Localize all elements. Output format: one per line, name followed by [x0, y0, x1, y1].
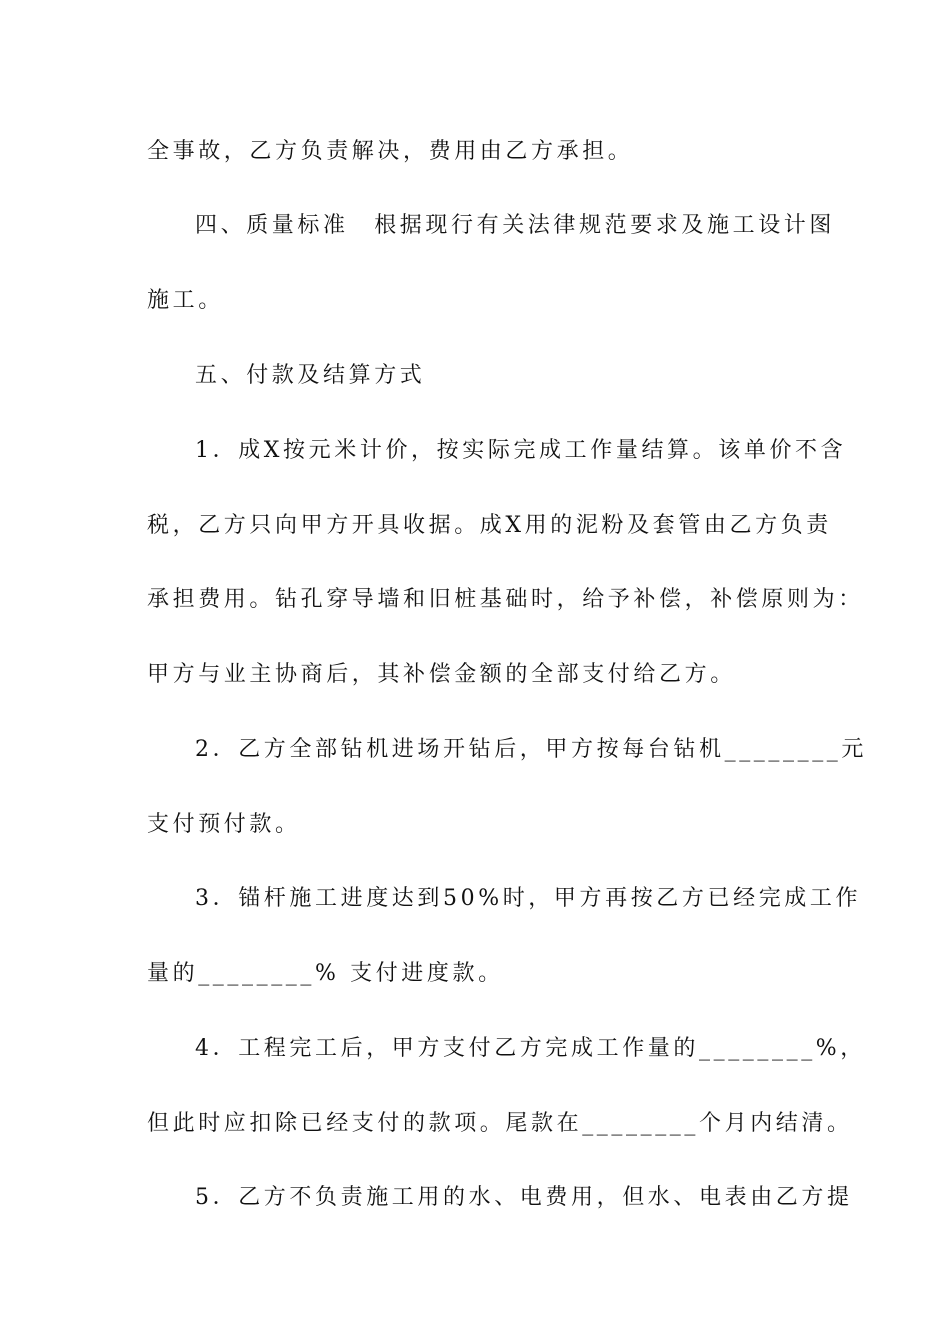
clause-5-line: 5．乙方不负责施工用的水、电费用，但水、电表由乙方提 — [195, 1185, 853, 1210]
clause-1-line: 税，乙方只向甲方开具收据。成X用的泥粉及套管由乙方负责 — [147, 513, 832, 538]
clause-3-line: 量的________% 支付进度款。 — [147, 961, 504, 986]
text-line: 施工。 — [147, 288, 224, 313]
clause-1-line: 1．成X按元米计价，按实际完成工作量结算。该单价不含 — [195, 438, 847, 463]
clause-2-line: 支付预付款。 — [147, 812, 301, 837]
text-line: 全事故，乙方负责解决，费用由乙方承担。 — [147, 139, 634, 164]
section-heading-quality: 四、质量标准 根据现行有关法律规范要求及施工设计图 — [195, 213, 836, 238]
clause-4-line: 但此时应扣除已经支付的款项。尾款在________个月内结清。 — [147, 1111, 853, 1136]
clause-1-line: 承担费用。钻孔穿导墙和旧桩基础时，给予补偿，补偿原则为： — [147, 587, 864, 612]
clause-1-line: 甲方与业主协商后，其补偿金额的全部支付给乙方。 — [147, 662, 736, 687]
clause-3-line: 3．锚杆施工进度达到50%时，甲方再按乙方已经完成工作 — [195, 886, 862, 911]
section-heading-payment: 五、付款及结算方式 — [195, 363, 426, 388]
clause-2-line: 2．乙方全部钻机进场开钻后，甲方按每台钻机________元 — [195, 737, 867, 762]
clause-4-line: 4．工程完工后，甲方支付乙方完成工作量的________%， — [195, 1036, 866, 1061]
